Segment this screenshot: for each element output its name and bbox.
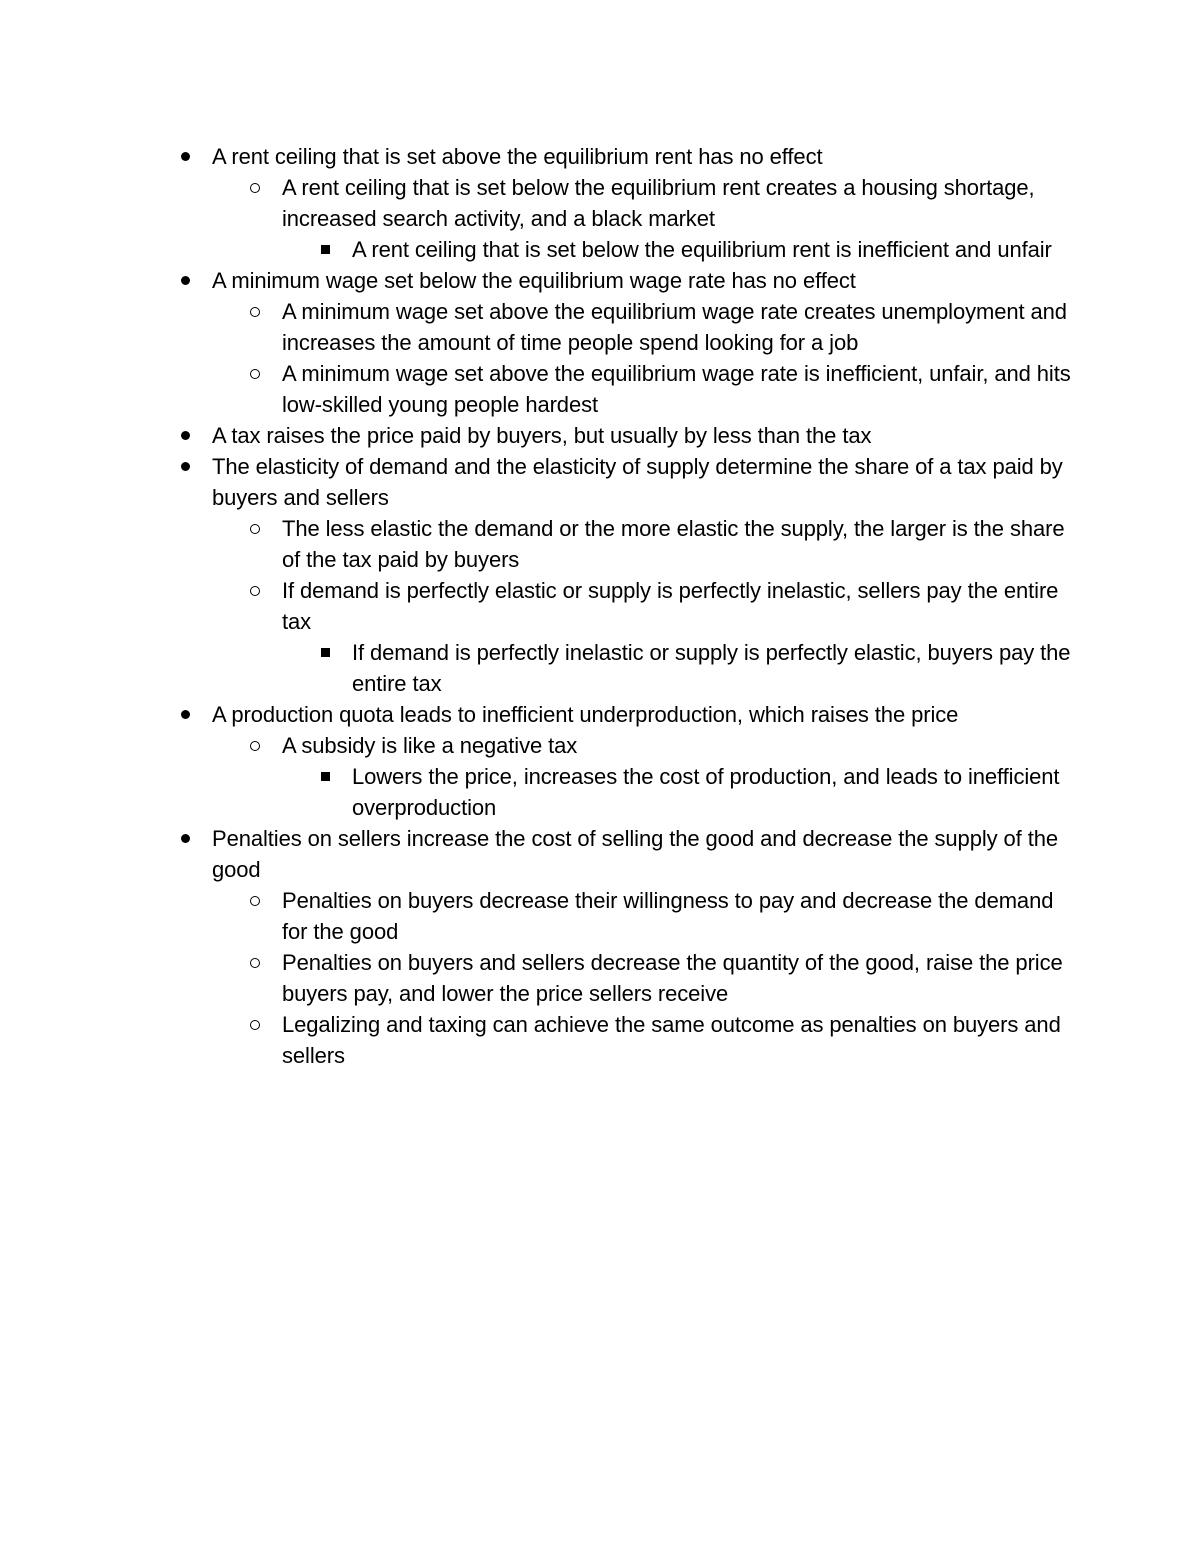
- bullet-item-level-1: [282, 172, 1072, 234]
- bullet-item-level-2: [352, 234, 1072, 265]
- filled-circle-bullet-icon: [175, 451, 195, 482]
- filled-circle-bullet-icon: [175, 265, 195, 296]
- bullet-text: Penalties on buyers and sellers decrease the quantity of the good, raise the price buyers pay, and lower the price sellers receive: [282, 950, 1063, 1006]
- filled-circle-bullet-icon: [175, 823, 195, 854]
- hollow-circle-bullet-icon: [245, 885, 265, 916]
- bullet-item-level-0: [212, 265, 1072, 296]
- filled-square-bullet-icon: [315, 637, 335, 668]
- bullet-item-level-0: [212, 451, 1072, 513]
- bullet-text: Lowers the price, increases the cost of production, and leads to inefficient overproduction: [352, 764, 1060, 820]
- bullet-text: A production quota leads to inefficient underproduction, which raises the price: [212, 702, 959, 727]
- hollow-circle-bullet-icon: [245, 513, 265, 544]
- bullet-text: A rent ceiling that is set below the equilibrium rent is inefficient and unfair: [352, 237, 1052, 262]
- bullet-text: The elasticity of demand and the elasticity of supply determine the share of a tax paid by buyers and sellers: [212, 454, 1063, 510]
- bullet-text: Legalizing and taxing can achieve the same outcome as penalties on buyers and sellers: [282, 1012, 1061, 1068]
- bullet-text: A minimum wage set below the equilibrium wage rate has no effect: [212, 268, 856, 293]
- hollow-circle-bullet-icon: [245, 730, 265, 761]
- filled-square-bullet-icon: [315, 761, 335, 792]
- hollow-circle-bullet-icon: [245, 296, 265, 327]
- document-page: [0, 141, 1200, 1071]
- bullet-item-level-0: [212, 699, 1072, 730]
- bullet-text: A rent ceiling that is set below the equilibrium rent creates a housing shortage, increased search activity, and a black market: [282, 175, 1035, 231]
- bullet-text: A minimum wage set above the equilibrium wage rate creates unemployment and increases the amount of time people spend looking for a job: [282, 299, 1067, 355]
- bullet-item-level-1: [282, 296, 1072, 358]
- filled-circle-bullet-icon: [175, 699, 195, 730]
- filled-circle-bullet-icon: [175, 141, 195, 172]
- bullet-item-level-1: [282, 575, 1072, 637]
- bullet-item-level-0: [212, 823, 1072, 885]
- bullet-text: A subsidy is like a negative tax: [282, 733, 578, 758]
- bullet-text: A rent ceiling that is set above the equilibrium rent has no effect: [212, 144, 823, 169]
- bullet-text: If demand is perfectly elastic or supply is perfectly inelastic, sellers pay the entire tax: [282, 578, 1059, 634]
- bullet-item-level-1: [282, 885, 1072, 947]
- bullet-item-level-2: [352, 761, 1072, 823]
- bullet-text: Penalties on buyers decrease their willingness to pay and decrease the demand for the good: [282, 888, 1054, 944]
- hollow-circle-bullet-icon: [245, 1009, 265, 1040]
- bullet-item-level-1: [282, 947, 1072, 1009]
- bullet-text: Penalties on sellers increase the cost of selling the good and decrease the supply of the good: [212, 826, 1058, 882]
- bullet-text: A minimum wage set above the equilibrium wage rate is inefficient, unfair, and hits low-skilled young people hardest: [282, 361, 1071, 417]
- bullet-item-level-1: [282, 1009, 1072, 1071]
- bullet-item-level-1: [282, 730, 1072, 761]
- filled-square-bullet-icon: [315, 234, 335, 265]
- bullet-item-level-1: [282, 358, 1072, 420]
- bullet-item-level-1: [282, 513, 1072, 575]
- bullet-item-level-0: [212, 141, 1072, 172]
- bullet-item-level-2: [352, 637, 1072, 699]
- hollow-circle-bullet-icon: [245, 947, 265, 978]
- hollow-circle-bullet-icon: [245, 358, 265, 389]
- bullet-text: If demand is perfectly inelastic or supply is perfectly elastic, buyers pay the entire tax: [352, 640, 1071, 696]
- bullet-item-level-0: [212, 420, 1072, 451]
- filled-circle-bullet-icon: [175, 420, 195, 451]
- hollow-circle-bullet-icon: [245, 172, 265, 203]
- bullet-text: The less elastic the demand or the more elastic the supply, the larger is the share of the tax paid by buyers: [282, 516, 1065, 572]
- bullet-text: A tax raises the price paid by buyers, but usually by less than the tax: [212, 423, 872, 448]
- hollow-circle-bullet-icon: [245, 575, 265, 606]
